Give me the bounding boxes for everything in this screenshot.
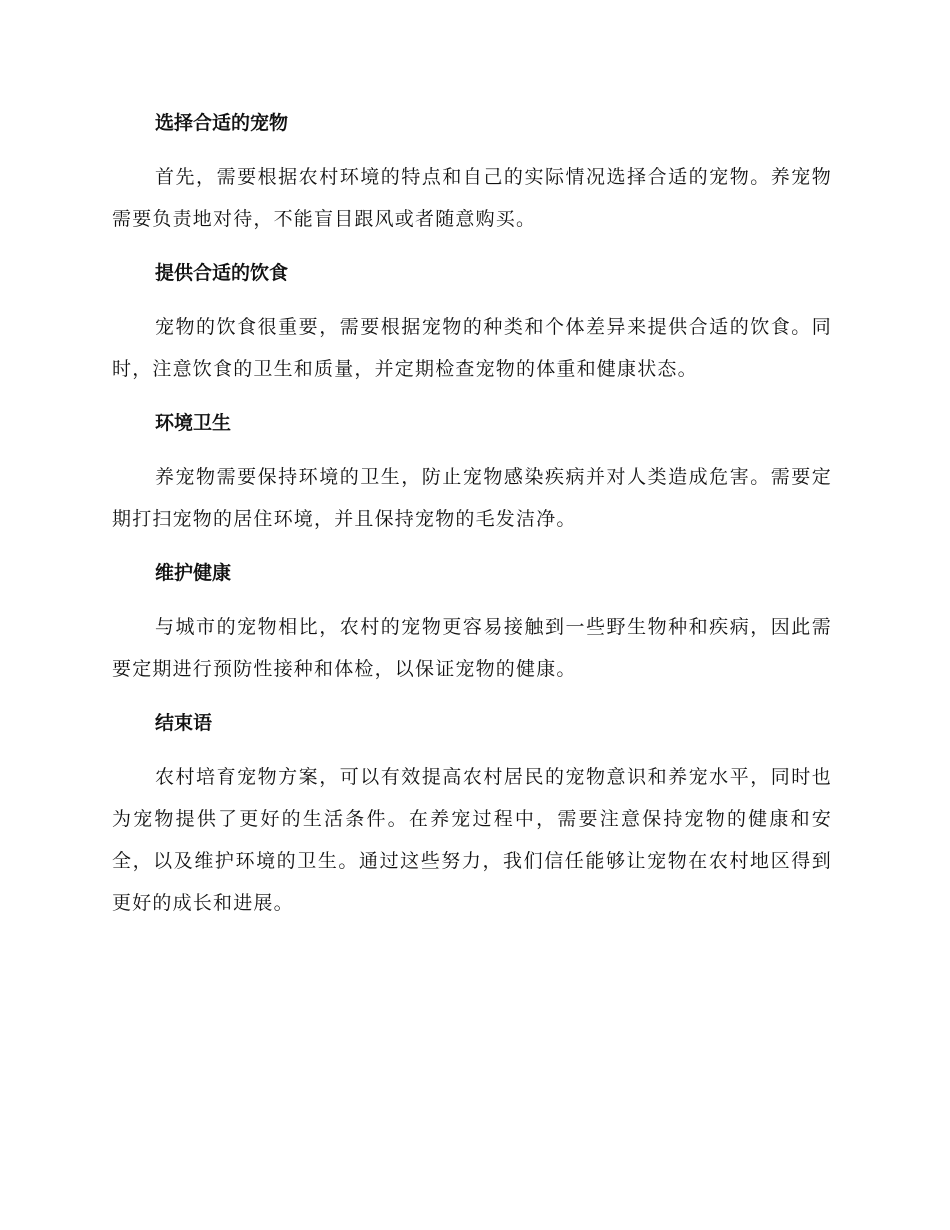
section-health: [112, 558, 832, 690]
section-heading: 选择合适的宠物: [155, 112, 289, 134]
section-diet: [112, 258, 832, 390]
section-paragraph: 宠物的饮食很重要，需要根据宠物的种类和个体差异来提供合适的饮食。同时，注意饮食的卫生和质量，并定期检查宠物的体重和健康状态。: [112, 316, 832, 380]
section-paragraph: 养宠物需要保持环境的卫生，防止宠物感染疾病并对人类造成危害。需要定期打扫宠物的居住环境，并且保持宠物的毛发洁净。: [112, 466, 832, 530]
section-hygiene: [112, 408, 832, 540]
section-paragraph: 与城市的宠物相比，农村的宠物更容易接触到一些野生物种和疾病，因此需要定期进行预防性接种和体检，以保证宠物的健康。: [112, 616, 832, 680]
section-conclusion: [112, 708, 832, 924]
section-heading: 维护健康: [155, 562, 232, 584]
section-choose-pet: [112, 108, 832, 240]
section-heading: 环境卫生: [155, 412, 232, 434]
section-heading: 提供合适的饮食: [155, 262, 289, 284]
section-paragraph: 首先，需要根据农村环境的特点和自己的实际情况选择合适的宠物。养宠物需要负责地对待，不能盲目跟风或者随意购买。: [112, 166, 832, 230]
section-paragraph: 农村培育宠物方案，可以有效提高农村居民的宠物意识和养宠水平，同时也为宠物提供了更好的生活条件。在养宠过程中，需要注意保持宠物的健康和安全，以及维护环境的卫生。通过这些努力，我们信任能够让宠物在农村地区得到更好的成长和进展。: [112, 766, 832, 914]
section-heading: 结束语: [155, 712, 213, 734]
document-page: [112, 108, 832, 942]
